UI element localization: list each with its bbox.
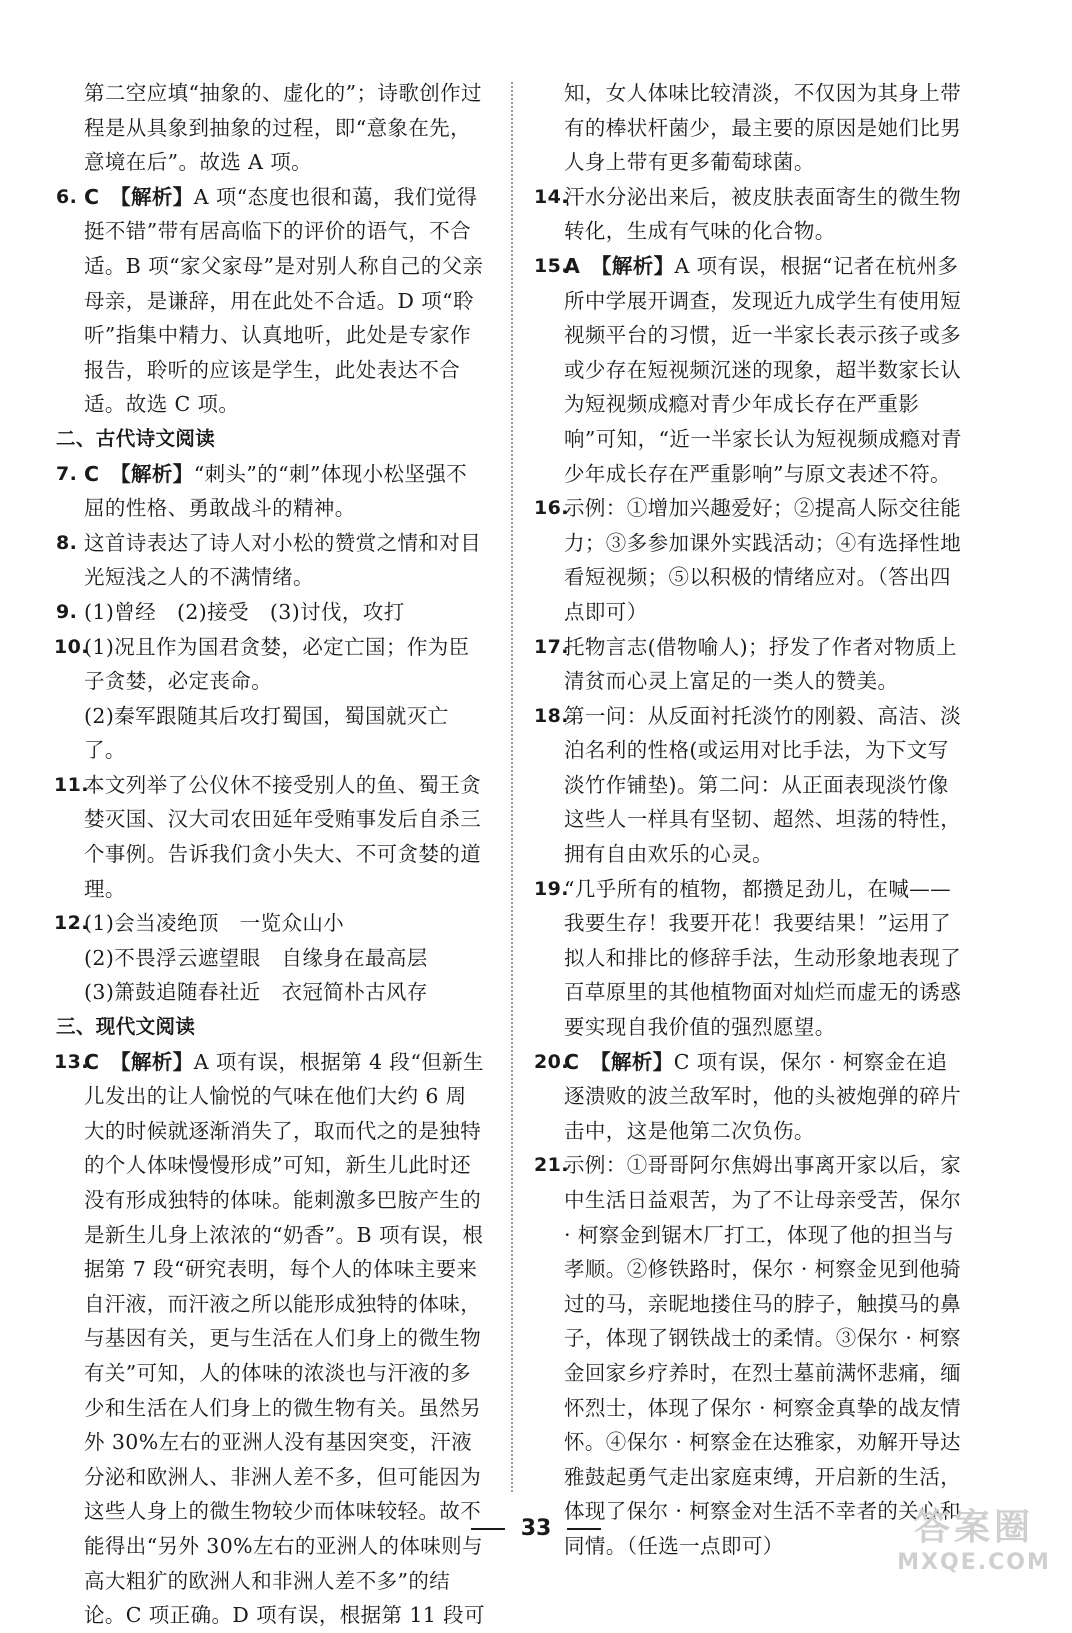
answer-item-12 bbox=[56, 906, 486, 1010]
answer-text: A 项有误，根据“记者在杭州多所中学展开调查，发现近九成学生有使用短视频平台的习惯，近一半家长表示孩子或多或少存在短视频沉迷的现象，超半数家长认为短视频成瘾对青少年成长存在严重影响”可知，“近一半家长认为短视频成瘾对青少年成长存在严重影响”与原文表述不符。 bbox=[564, 253, 962, 486]
answer-item-15 bbox=[536, 249, 966, 491]
answer-text: 托物言志(借物喻人)；抒发了作者对物质上清贫而心灵上富足的一类人的赞美。 bbox=[564, 634, 957, 694]
watermark-logo-text: 答案圈 bbox=[913, 1507, 1034, 1548]
analysis-tag: 【解析】 bbox=[120, 461, 194, 486]
item-number: 18. bbox=[534, 704, 569, 727]
answer-item-17 bbox=[536, 630, 966, 699]
item-number: 20. bbox=[534, 1050, 569, 1073]
answer-letter: C bbox=[84, 184, 100, 209]
answer-text: A 项有误，根据第 4 段“但新生儿发出的让人愉悦的气味在他们大约 6 周大的时候就逐渐消失了，取而代之的是独特的个人体味慢慢形成”可知，新生儿此时还没有形成独特的体味。能刺激多巴胺产生的是新生儿身上浓浓的“奶香”。B 项有误，根据第 7 段“研究表明，每个人的体味主要来自汗液，而汗液之所以能形成独特的体味，与基因有关，更与生活在人们身上的微生物有关”可知，人的体味的浓淡也与汗液的多少和生活在人们身上的微生物有关。虽然另外 30%左右的亚洲人没有基因突变，汗液分泌和欧洲人、非洲人差不多，但可能因为这些人身上的微生物较少而体味较轻。故不能得出“另外 30%左右的亚洲人的体味则与高大粗犷的欧洲人和非洲人差不多”的结论。C 项正确。D 项有误，根据第 11 段可 bbox=[84, 1049, 485, 1628]
answer-item-16 bbox=[536, 491, 966, 629]
section-heading: 三、现代文阅读 bbox=[56, 1015, 196, 1039]
answer-letter: A bbox=[564, 253, 581, 278]
item-number: 17. bbox=[534, 635, 569, 658]
answer-subline: (1)况且作为国君贪婪，必定亡国；作为臣子贪婪，必定丧命。 bbox=[84, 634, 470, 694]
answer-subline: (3)箫鼓追随春社近 衣冠简朴古风存 bbox=[84, 980, 428, 1005]
answer-item-7 bbox=[56, 457, 486, 526]
item-number: 7. bbox=[56, 462, 78, 485]
answer-text: 汗水分泌出来后，被皮肤表面寄生的微生物转化，生成有气味的化合物。 bbox=[564, 184, 962, 244]
answer-item-8 bbox=[56, 526, 486, 595]
answer-item-21 bbox=[536, 1148, 966, 1563]
q5-continuation: 第二空应填“抽象的、虚化的”；诗歌创作过程是从具象到抽象的过程，即“意象在先，意境在后”。故选 A 项。 bbox=[84, 81, 482, 175]
answer-item-10 bbox=[56, 630, 486, 768]
analysis-tag: 【解析】 bbox=[120, 1049, 194, 1074]
answer-letter: C bbox=[84, 461, 100, 486]
item-number: 8. bbox=[56, 531, 78, 554]
answer-item-9 bbox=[56, 595, 486, 630]
item-number: 6. bbox=[56, 185, 78, 208]
answer-text: (1)曾经 (2)接受 (3)讨伐，攻打 bbox=[84, 599, 405, 624]
site-watermark bbox=[894, 1506, 1054, 1586]
section-heading: 二、古代诗文阅读 bbox=[56, 426, 216, 450]
item-number: 13. bbox=[54, 1050, 89, 1073]
item-number: 9. bbox=[56, 600, 78, 623]
answer-text: C 项有误，保尔 · 柯察金在追逐溃败的波兰敌军时，他的头被炮弹的碎片击中，这是他第二次负伤。 bbox=[564, 1049, 962, 1143]
answer-text: 示例：①哥哥阿尔焦姆出事离开家以后，家中生活日益艰苦，为了不让母亲受苦，保尔 · 柯察金到锯木厂打工，体现了他的担当与孝顺。②修铁路时，保尔 · 柯察金见到他骑过的马，亲昵地搂住马的脖子，触摸马的鼻子，体现了钢铁战士的柔情。③保尔 · 柯察金回家乡疗养时，在烈士墓前满怀悲痛，缅怀烈士，体现了保尔 · 柯察金真挚的战友情怀。④保尔 · 柯察金在达雅家，劝解开导达雅鼓起勇气走出家庭束缚，开启新的生活，体现了保尔 · 柯察金对生活不幸者的关心和同情。（任选一点即可） bbox=[564, 1153, 962, 1558]
right-column bbox=[536, 76, 966, 1564]
item-number: 11. bbox=[54, 773, 89, 796]
analysis-tag: 【解析】 bbox=[601, 253, 675, 278]
item-number: 19. bbox=[534, 877, 569, 900]
page-number: 33 bbox=[520, 1516, 552, 1541]
footer-dash-right bbox=[567, 1528, 601, 1530]
item-number: 14. bbox=[534, 185, 569, 208]
q13-continuation: 知，女人体味比较清淡，不仅因为其身上带有的棒状杆菌少，最主要的原因是她们比男人身上带有更多葡萄球菌。 bbox=[564, 81, 962, 175]
item-number: 10. bbox=[54, 635, 89, 658]
watermark-url: MXQE.COM bbox=[897, 1550, 1051, 1575]
answer-subline: (2)秦军跟随其后攻打蜀国，蜀国就灭亡了。 bbox=[84, 703, 449, 763]
analysis-tag: 【解析】 bbox=[600, 1049, 674, 1074]
answer-subline: (1)会当凌绝顶 一览众山小 bbox=[84, 911, 345, 936]
answer-text: 本文列举了公仪休不接受别人的鱼、蜀王贪婪灭国、汉大司农田延年受贿事发后自杀三个事例。告诉我们贪小失大、不可贪婪的道理。 bbox=[84, 772, 482, 901]
left-column bbox=[56, 76, 486, 1633]
answer-item-14 bbox=[536, 180, 966, 249]
answer-letter: C bbox=[564, 1049, 580, 1074]
answer-item-6 bbox=[56, 180, 486, 422]
item-number: 21. bbox=[534, 1154, 569, 1177]
item-number: 12. bbox=[54, 912, 89, 935]
answer-item-19 bbox=[536, 872, 966, 1045]
analysis-tag: 【解析】 bbox=[120, 184, 194, 209]
answer-item-13 bbox=[56, 1045, 486, 1633]
answer-item-20 bbox=[536, 1045, 966, 1149]
answer-text: “刺头”的“刺”体现小松坚强不屈的性格、勇敢战斗的精神。 bbox=[84, 461, 468, 521]
footer-dash-left bbox=[471, 1528, 505, 1530]
answer-subline: (2)不畏浮云遮望眼 自缘身在最高层 bbox=[84, 945, 428, 970]
answer-item-11 bbox=[56, 768, 486, 906]
answer-text: 第一问：从反面衬托淡竹的刚毅、高洁、淡泊名利的性格(或运用对比手法，为下文写淡竹作铺垫)。第二问：从正面表现淡竹像这些人一样具有坚韧、超然、坦荡的特性，拥有自由欢乐的心灵。 bbox=[564, 703, 962, 867]
answer-item-18 bbox=[536, 699, 966, 872]
item-number: 15. bbox=[534, 254, 569, 277]
answer-letter: C bbox=[84, 1049, 100, 1074]
column-divider bbox=[511, 82, 513, 1492]
answer-text: A 项“态度也很和蔼，我们觉得挺不错”带有居高临下的评价的语气，不合适。B 项“家父家母”是对别人称自己的父亲母亲，是谦辞，用在此处不合适。D 项“聆听”指集中精力、认真地听，此处是专家作报告，聆听的应该是学生，此处表达不合适。故选 C 项。 bbox=[84, 184, 484, 417]
item-number: 16. bbox=[534, 497, 569, 520]
answer-text: 示例：①增加兴趣爱好；②提高人际交往能力；③多参加课外实践活动；④有选择性地看短视频；⑤以积极的情绪应对。（答出四点即可） bbox=[564, 496, 962, 624]
answer-text: 这首诗表达了诗人对小松的赞赏之情和对目光短浅之人的不满情绪。 bbox=[84, 530, 482, 590]
answer-text: “几乎所有的植物，都攒足劲儿，在喊——我要生存！我要开花！我要结果！”运用了拟人和排比的修辞手法，生动形象地表现了百草原里的其他植物面对灿烂而虚无的诱惑要实现自我价值的强烈愿望。 bbox=[564, 876, 962, 1040]
